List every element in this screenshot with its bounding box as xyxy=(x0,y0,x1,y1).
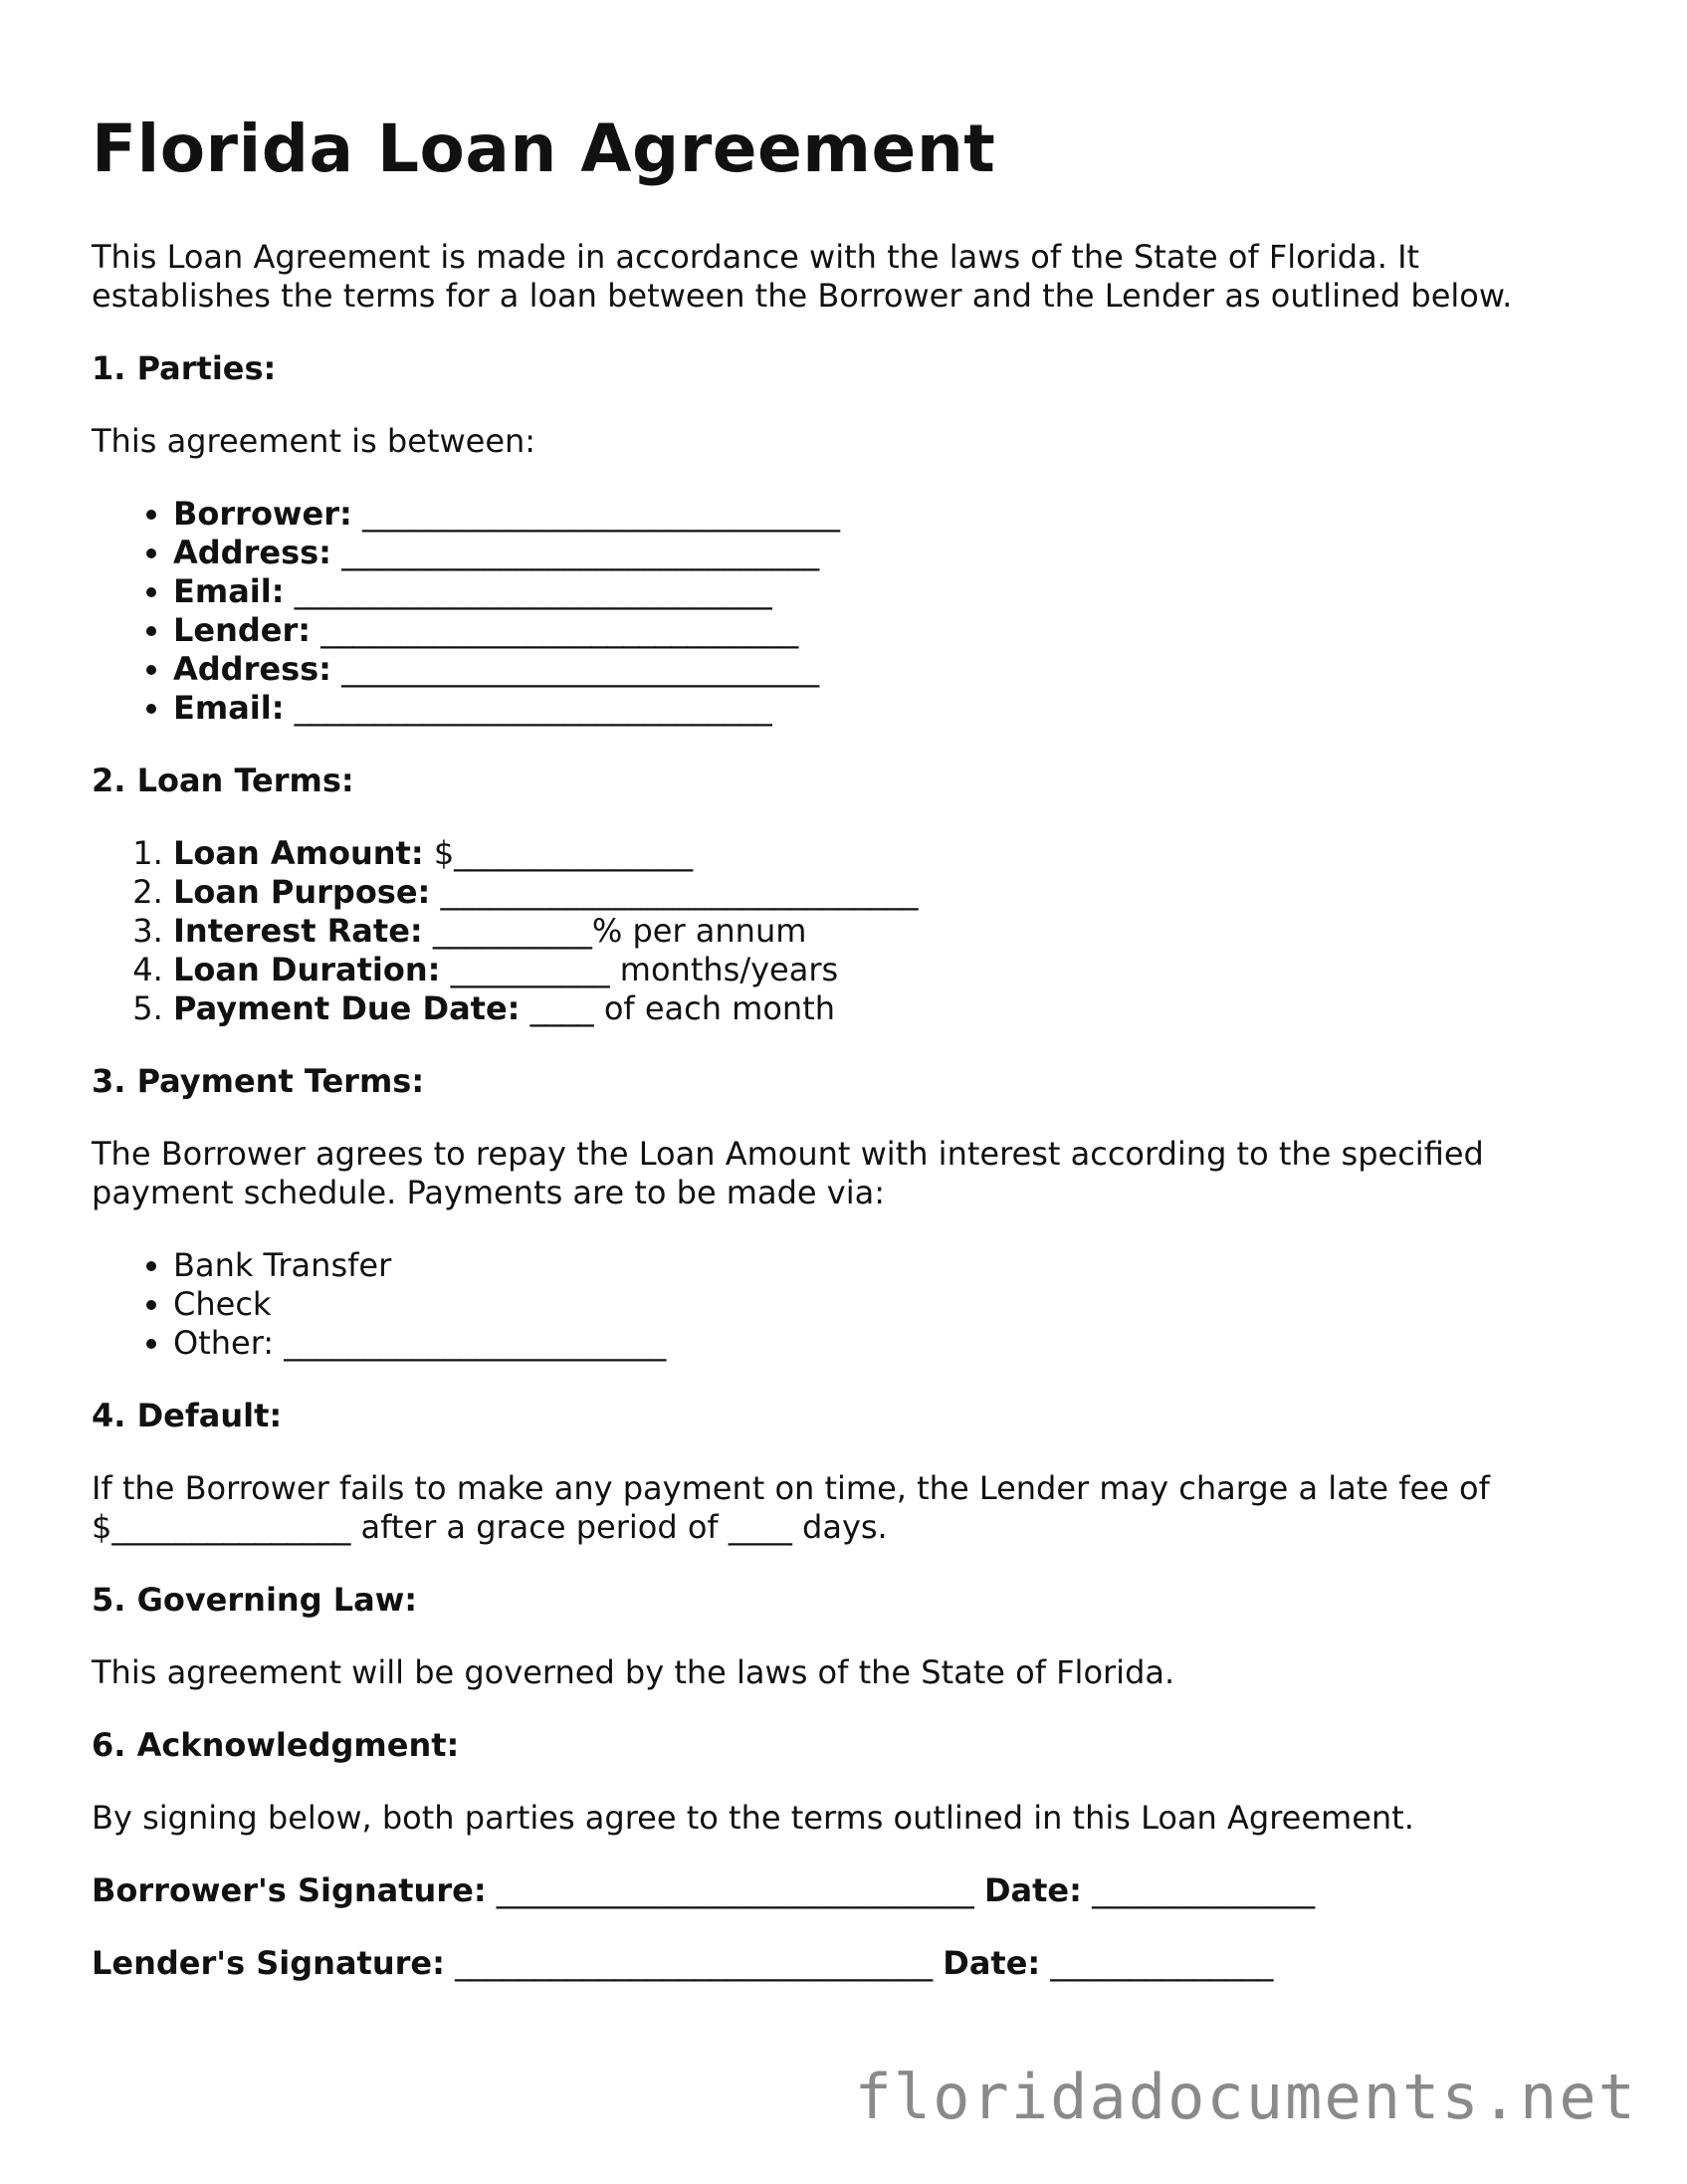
parties-list xyxy=(92,495,1604,728)
blank-line: ______________________________ xyxy=(284,689,772,728)
loan-terms-list xyxy=(92,834,1604,1028)
default-text: If the Borrower fails to make any payment on time, the Lender may charge a late fee of $_______________ after a grace period of ____ days. xyxy=(92,1469,1490,1547)
lender-date-label: Date: xyxy=(943,1944,1041,1983)
parties-heading: 1. Parties: xyxy=(92,349,277,388)
blank-line: ______________________________ xyxy=(444,1944,944,1983)
field-label: Address: xyxy=(173,534,331,572)
blank-line: ______________________________ xyxy=(330,534,820,572)
borrower-signature-label: Borrower's Signature: xyxy=(92,1871,487,1910)
list-item-borrower-address xyxy=(173,534,1604,572)
field-label: Borrower: xyxy=(173,495,352,534)
list-item-loan-duration xyxy=(173,951,1604,989)
list-item-borrower xyxy=(173,495,1604,534)
blank-line: ______________________________ xyxy=(284,572,772,611)
list-item-interest-rate xyxy=(173,912,1604,951)
list-item-bank-transfer: • Bank Transfer xyxy=(173,1246,1604,1285)
blank-line: ______________ xyxy=(1040,1944,1274,1983)
field-label: Address: xyxy=(173,650,331,689)
loan-terms-heading: 2. Loan Terms: xyxy=(92,762,354,800)
list-item-payment-due-date xyxy=(173,989,1604,1028)
acknowledgment-text: By signing below, both parties agree to the terms outlined in this Loan Agreement. xyxy=(92,1799,1414,1838)
blank-line: ____ of each month xyxy=(520,989,836,1028)
borrower-signature-line xyxy=(92,1871,1604,1910)
intro-paragraph: This Loan Agreement is made in accordance with the laws of the State of Florida. It establishes the terms for a loan between the Borrower and the Lender as outlined below. xyxy=(92,238,1513,316)
field-label: Loan Duration: xyxy=(173,951,441,989)
governing-law-heading: 5. Governing Law: xyxy=(92,1581,418,1620)
list-item-check: • Check xyxy=(173,1285,1604,1324)
parties-lead: This agreement is between: xyxy=(92,422,536,461)
field-label: Loan Amount: xyxy=(173,834,424,873)
field-label: Payment Due Date: xyxy=(173,989,521,1028)
governing-law-text: This agreement will be governed by the laws of the State of Florida. xyxy=(92,1653,1175,1692)
field-label: Email: xyxy=(173,689,285,728)
blank-line: __________ months/years xyxy=(440,951,839,989)
field-label: Interest Rate: xyxy=(173,912,423,951)
blank-line: ______________________________ xyxy=(330,650,820,689)
lender-signature-label: Lender's Signature: xyxy=(92,1944,445,1983)
default-heading: 4. Default: xyxy=(92,1397,283,1435)
document-page xyxy=(92,109,1604,1983)
blank-line: ______________________________ xyxy=(430,873,919,912)
list-item-loan-purpose xyxy=(173,873,1604,912)
list-item-lender-email xyxy=(173,689,1604,728)
watermark: floridadocuments.net xyxy=(854,2061,1637,2133)
list-item-borrower-email xyxy=(173,572,1604,611)
payment-terms-text: The Borrower agrees to repay the Loan Amount with interest according to the specified payment schedule. Payments are to be made via: xyxy=(92,1135,1484,1212)
blank-line: $_______________ xyxy=(423,834,694,873)
field-label: Loan Purpose: xyxy=(173,873,431,912)
acknowledgment-heading: 6. Acknowledgment: xyxy=(92,1726,460,1765)
blank-line: ______________________________ xyxy=(311,611,799,650)
blank-line: ______________________________ xyxy=(486,1871,984,1910)
payment-terms-heading: 3. Payment Terms: xyxy=(92,1062,425,1101)
lender-signature-line xyxy=(92,1944,1604,1983)
blank-line: __________% per annum xyxy=(422,912,807,951)
list-item-loan-amount xyxy=(173,834,1604,873)
list-item-lender xyxy=(173,611,1604,650)
blank-line: ______________ xyxy=(1081,1871,1316,1910)
list-item-other: • Other: ________________________ xyxy=(173,1324,1604,1363)
field-label: Email: xyxy=(173,572,285,611)
document-title: Florida Loan Agreement xyxy=(92,110,996,187)
borrower-date-label: Date: xyxy=(983,1871,1082,1910)
field-label: Lender: xyxy=(173,611,312,650)
payment-methods-list xyxy=(92,1246,1604,1363)
blank-line: ______________________________ xyxy=(351,495,840,534)
list-item-lender-address xyxy=(173,650,1604,689)
